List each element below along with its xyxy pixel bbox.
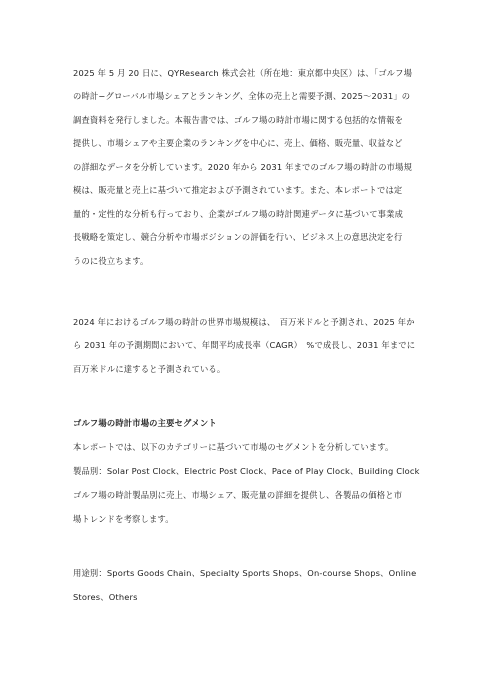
intro-line: 量的・定性的な分析も行っており、企業がゴルフ場の時計関連データに基づいて事業成 (73, 209, 404, 219)
segment-heading: ゴルフ場の時計市場の主要セグメント (73, 418, 217, 428)
intro-line: の時計−グローバル市場シェアとランキング、全体の売上と需要予測、2025〜2031」の (73, 91, 411, 101)
intro-line: 長戦略を策定し、競合分析や市場ポジションの評価を行い、ビジネス上の意思決定を行 (73, 232, 403, 242)
market-line: 2024 年におけるゴルフ場の時計の世界市場規模は、 百万米ドルと予測され、2025 年か (73, 317, 415, 327)
intro-line: 提供し、市場シェアや主要企業のランキングを中心に、売上、価格、販売量、収益など (73, 138, 403, 148)
intro-line: の詳細なデータを分析しています。2020 年から 2031 年までのゴルフ場の時計の市場規 (73, 162, 413, 172)
intro-line: うのに役立ちます。 (73, 256, 149, 266)
market-line: 百万米ドルに達すると予測されている。 (73, 364, 226, 374)
product-desc-line: 場トレンドを考察します。 (73, 514, 174, 524)
intro-line: 2025 年 5 月 20 日に、QYResearch 株式会社（所在地：東京都中央区）は、「ゴルフ場 (73, 68, 413, 78)
product-desc-line: ゴルフ場の時計製品別に売上、市場シェア、販売量の詳細を提供し、各製品の価格と市 (73, 490, 403, 500)
application-segment-line: Stores、Others (73, 592, 138, 602)
intro-line: 模は、販売量と売上に基づいて推定および予測されています。また、本レポートでは定 (73, 185, 403, 195)
application-segment-line: 用途別：Sports Goods Chain、Specialty Sports Shops、On-course Shops、Online (73, 568, 417, 578)
market-line: ら 2031 年の予測期間において、年間平均成長率（CAGR） %で成長し、2031 年までに (73, 340, 416, 350)
product-segment-line: 製品別：Solar Post Clock、Electric Post Clock、Pace of Play Clock、Building Clock (73, 466, 420, 476)
segment-intro: 本レポートでは、以下のカテゴリーに基づいて市場のセグメントを分析しています。 (73, 442, 394, 452)
intro-line: 調査資料を発行しました。本報告書では、ゴルフ場の時計市場に関する包括的な情報を (73, 115, 404, 125)
